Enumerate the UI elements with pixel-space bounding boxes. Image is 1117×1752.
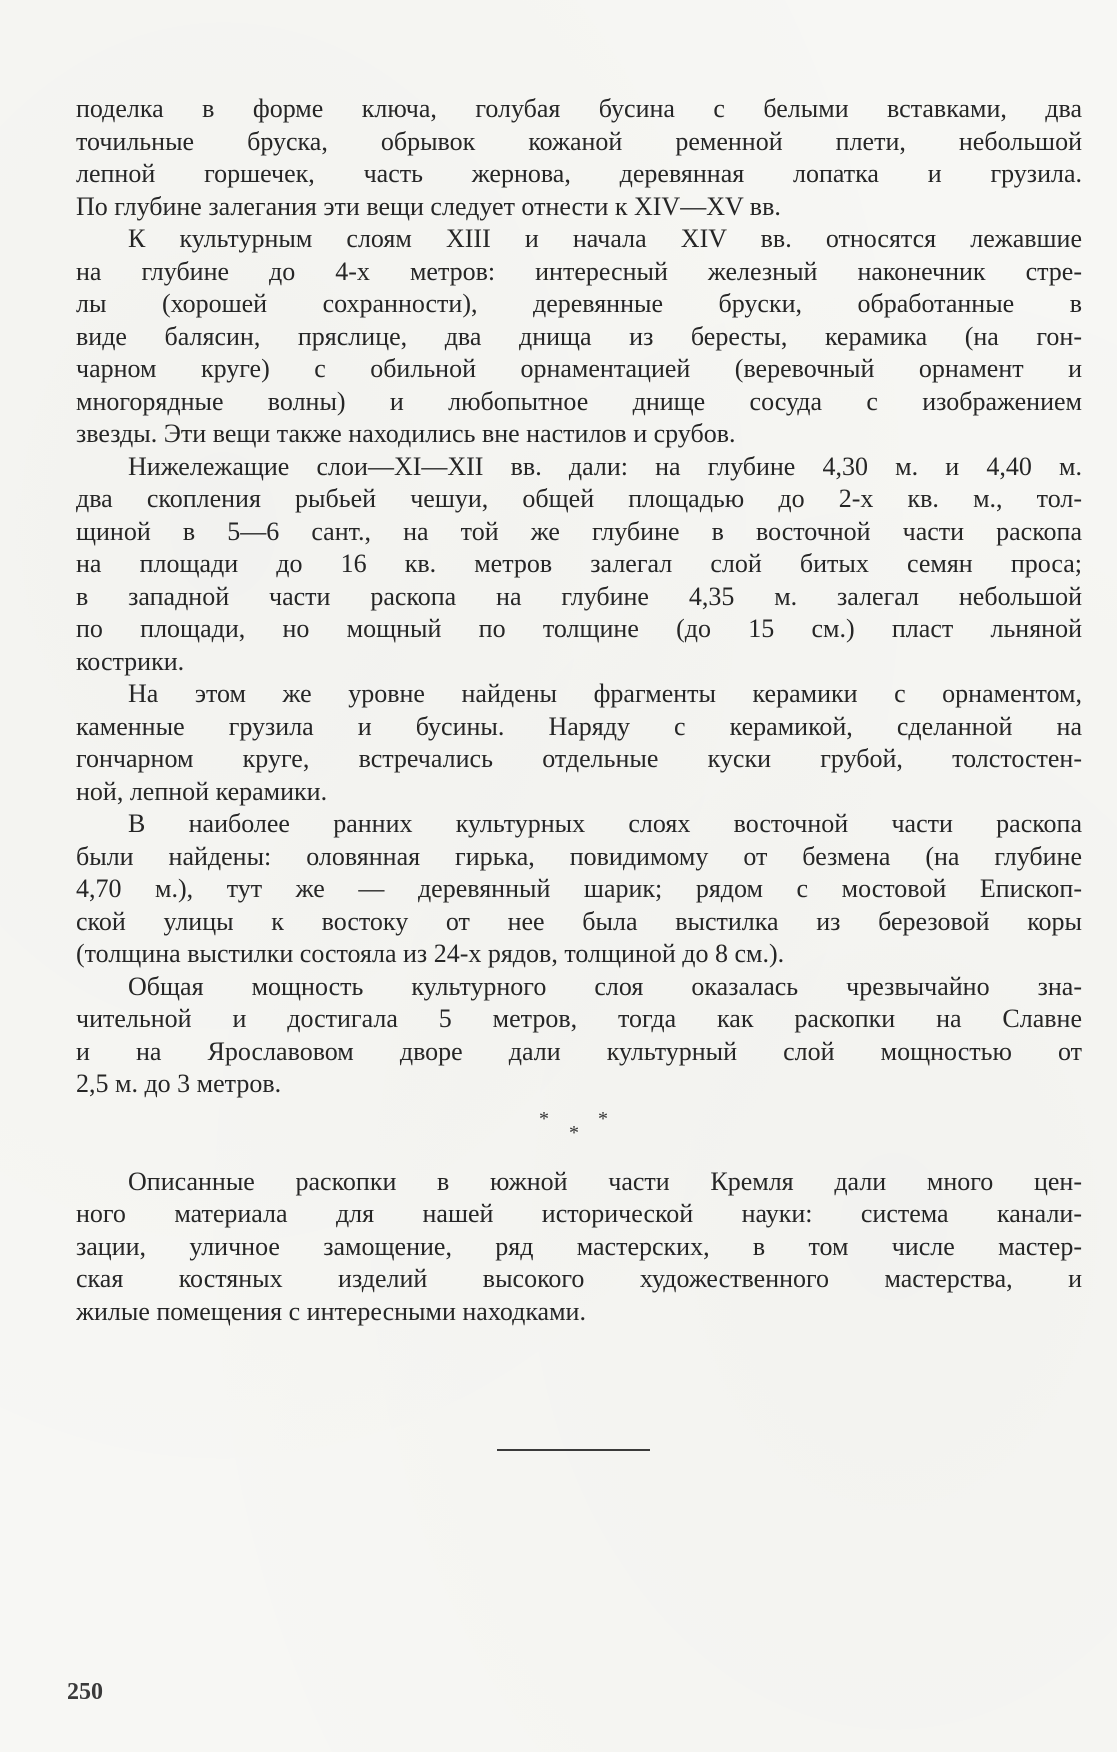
text-line: каменные грузила и бусины. Наряду с керамикой, сделанной на [76,711,1082,741]
asterisk: * [539,1107,549,1130]
text-line: многорядные волны) и любопытное днище сосуда с изображением [76,386,1082,416]
text-line: жилые помещения с интересными находками. [76,1296,586,1326]
text-line: на глубине до 4-х метров: интересный железный наконечник стре- [76,256,1082,286]
asterisk: * [598,1107,608,1130]
text-line: ной, лепной керамики. [76,776,328,806]
paragraph-earliest-layers [76,808,1082,971]
text-line: 4,70 м.), тут же — деревянный шарик; рядом с мостовой Епископ- [76,874,1082,903]
paragraph-layer-thickness [76,971,1082,1101]
text-line: По глубине залегания эти вещи следует отнести к XIV—XV вв. [76,191,781,221]
paragraph-ceramics [76,678,1082,808]
text-line: по площади, но мощный по толщине (до 15 см.) пласт льняной [76,614,1082,643]
text-line: зации, уличное замощение, ряд мастерских, в том числе мастер- [76,1231,1082,1261]
text-line: точильные бруска, обрывок кожаной ременной плети, небольшой [76,126,1082,156]
text-line: звезды. Эти вещи также находились вне настилов и срубов. [76,419,736,448]
text-line: 2,5 м. до 3 метров. [76,1069,282,1098]
text-line: На этом же уровне найдены фрагменты керамики с орнаментом, [128,679,1082,708]
text-line: чительной и достигала 5 метров, тогда как раскопки на Славне [76,1004,1082,1033]
text-line: в западной части раскопа на глубине 4,35 м. залегал небольшой [76,581,1082,611]
text-line: чарном круге) с обильной орнаментацией (веревочный орнамент и [76,354,1082,383]
text-line: гончарном круге, встречались отдельные куски грубой, толстостен- [76,744,1082,773]
paragraph-conclusion [76,1166,1082,1329]
text-line: Общая мощность культурного слоя оказалась чрезвычайно зна- [128,971,1082,1001]
text-line: два скопления рыбьей чешуи, общей площадью до 2-х кв. м., тол- [76,484,1082,513]
text-line: ного материала для нашей исторической науки: система канали- [76,1199,1082,1228]
asterisk: * [569,1121,579,1144]
paragraph-layers-xi-xii [76,451,1082,679]
text-line: и на Ярославовом дворе дали культурный слой мощностью от [76,1036,1082,1066]
text-line: Нижележащие слои—XI—XII вв. дали: на глубине 4,30 м. и 4,40 м. [128,451,1082,481]
text-line: лепной горшечек, часть жернова, деревянная лопатка и грузила. [76,159,1082,188]
text-line: ская костяных изделий высокого художественного мастерства, и [76,1264,1082,1293]
text-line: кострики. [76,646,185,676]
text-line: В наиболее ранних культурных слоях восточной части раскопа [128,809,1082,838]
end-divider-rule [497,1449,650,1451]
asterism-separator [76,1101,1082,1166]
text-line: щиной в 5—6 сант., на той же глубине в восточной части раскопа [76,516,1082,546]
paragraph-layers-xiii-xiv [76,223,1082,451]
text-line: на площади до 16 кв. метров залегал слой битых семян проса; [76,549,1082,578]
body-text [76,93,1082,1328]
text-line: виде балясин, пряслице, два днища из бересты, керамика (на гон- [76,321,1082,351]
text-line: были найдены: оловянная гирька, повидимому от безмена (на глубине [76,841,1082,871]
text-line: Описанные раскопки в южной части Кремля дали много цен- [128,1166,1082,1196]
text-line: лы (хорошей сохранности), деревянные бруски, обработанные в [76,289,1082,318]
text-line: К культурным слоям XIII и начала XIV вв. относятся лежавшие [128,224,1082,253]
text-line: ской улицы к востоку от нее была выстилка из березовой коры [76,906,1082,936]
page-number: 250 [67,1679,103,1705]
paragraph-finds-xiv-xv [76,93,1082,223]
text-line: поделка в форме ключа, голубая бусина с белыми вставками, два [76,94,1082,123]
text-line: (толщина выстилки состояла из 24-х рядов, толщиной до 8 см.). [76,939,785,968]
